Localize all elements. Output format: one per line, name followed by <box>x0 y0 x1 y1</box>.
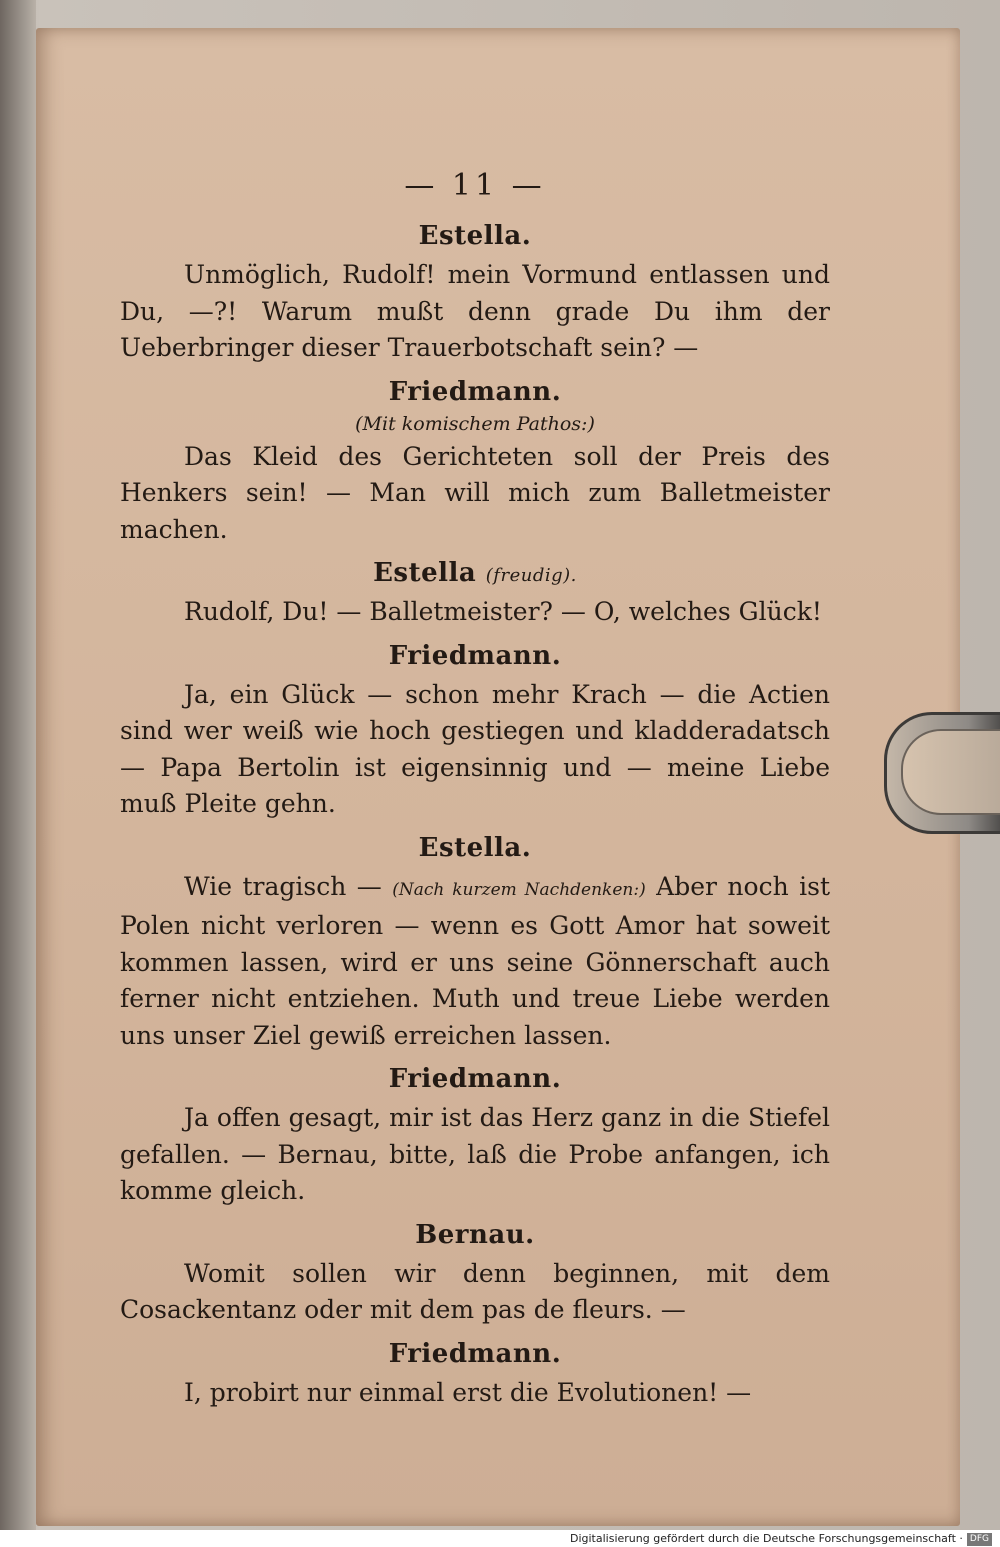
page-clip-inner <box>901 729 1000 815</box>
speech-paragraph: Unmöglich, Rudolf! mein Vormund entlassen und Du, —?! Warum mußt denn grade Du ihm der Ueberbringer dieser Trauerbotschaft sein? — <box>120 260 830 362</box>
page-clip <box>884 712 1000 834</box>
speaker-label: Estella. <box>418 221 532 251</box>
speaker-label: Friedmann. <box>388 376 562 407</box>
speaker-label: Bernau. <box>415 1219 535 1250</box>
book-binding <box>0 0 36 1530</box>
speech-paragraph: Ja offen gesagt, mir ist das Herz ganz in die Stiefel gefallen. — Bernau, bitte, laß die Probe anfangen, ich komme gleich. <box>120 1103 830 1205</box>
stage-direction-inline: (Nach kurzem Nachdenken:) <box>392 879 646 900</box>
page-number: — 11 — <box>404 168 546 203</box>
speech-segment: Wie tragisch — <box>184 871 382 901</box>
speech-paragraph: Ja, ein Glück — schon mehr Krach — die Actien sind wer weiß wie hoch gestiegen und kladderadatsch — Papa Bertolin ist eigensinnig und — meine Liebe muß Pleite gehn. <box>120 679 830 818</box>
speech-paragraph <box>120 869 830 1055</box>
speech-paragraph: Womit sollen wir denn beginnen, mit dem Cosackentanz oder mit dem pas de fleurs. — <box>120 1258 830 1324</box>
speaker-with-direction <box>120 558 830 588</box>
speaker-label: Friedmann. <box>388 1064 562 1094</box>
footer-credit: Digitalisierung gefördert durch die Deutsche Forschungsgemeinschaft · <box>569 1532 963 1545</box>
speech-paragraph: Rudolf, Du! — Balletmeister? — O, welches Glück! <box>184 597 822 626</box>
speech-paragraph: I, probirt nur einmal erst die Evolutionen! — <box>184 1377 752 1407</box>
speaker-label: Friedmann. <box>388 640 562 671</box>
stage-direction: (Mit komischem Pathos:) <box>355 412 595 435</box>
dfg-logo: DFG <box>967 1533 992 1546</box>
digitization-footer <box>0 1530 1000 1547</box>
speaker-label: Estella. <box>418 832 532 863</box>
speech-paragraph: Das Kleid des Gerichteten soll der Preis des Henkers sein! — Man will mich zum Balletmeister machen. <box>120 441 830 544</box>
speech-segment: Aber noch ist Polen nicht verloren — wenn es Gott Amor hat soweit kommen lassen, wird er uns seine Gönnerschaft auch ferner nicht entziehen. Muth und treue Liebe werden uns unser Ziel gewiß erreichen lassen. <box>120 871 830 1050</box>
speaker-label: Estella <box>373 558 477 588</box>
speaker-label: Friedmann. <box>388 1338 562 1369</box>
stage-direction-inline: (freudig). <box>485 565 577 586</box>
page-text <box>120 168 830 1415</box>
